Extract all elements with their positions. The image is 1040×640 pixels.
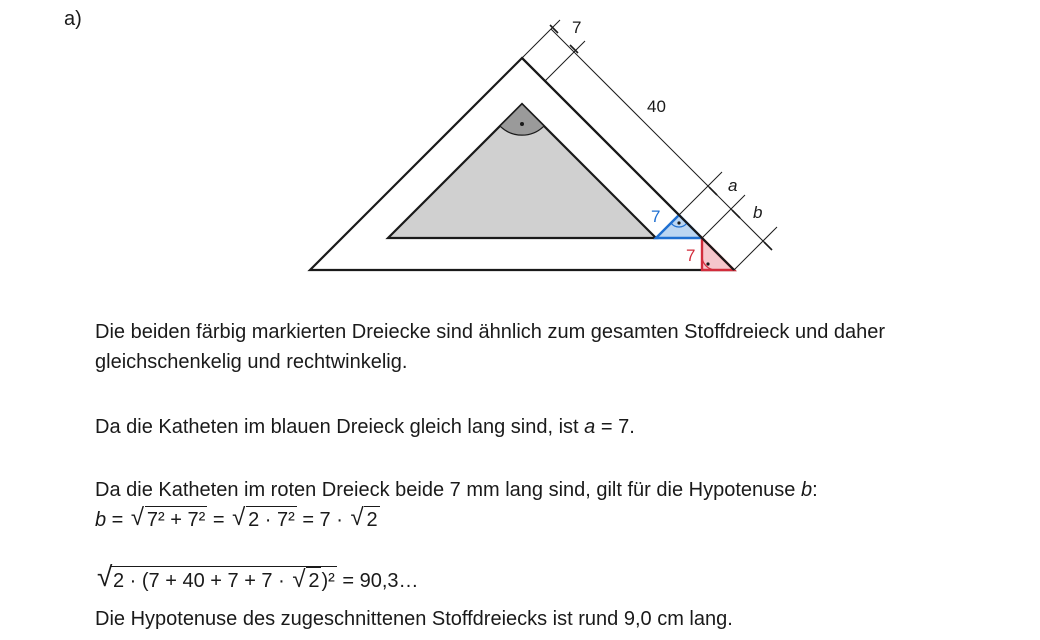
dim-40: 40 <box>647 97 666 116</box>
equation-hypotenuse <box>95 561 995 596</box>
sqrt-3: √ 2 <box>350 504 378 531</box>
para2-pre: Da die Katheten im blauen Dreieck gleich lang sind, ist <box>95 416 585 438</box>
para1-line2: gleichschenkelig und rechtwinkelig. <box>95 351 408 373</box>
paragraph-similarity <box>95 317 995 377</box>
para2-post: = 7. <box>595 416 635 438</box>
equation-b <box>95 505 995 535</box>
eq2-rad-inner: 2 <box>306 567 321 594</box>
sqrt-inner: √ 2 <box>292 566 320 593</box>
para1-line1: Die beiden färbig markierten Dreiecke sind ähnlich zum gesamten Stoffdreieck und daher <box>95 321 886 343</box>
dim-a: a <box>728 176 738 195</box>
sqrt-1: √ 7² + 7² <box>130 504 206 531</box>
paragraph-blue <box>95 412 995 442</box>
para2-var: a <box>584 416 596 438</box>
conclusion <box>95 604 995 634</box>
dim-b: b <box>753 203 763 222</box>
blue-leg-label: 7 <box>651 207 661 226</box>
para3-post: : <box>812 479 818 501</box>
dim-7-top: 7 <box>572 18 582 37</box>
part-label: a) <box>64 8 82 30</box>
eq1-eq: = <box>106 509 129 531</box>
para3-pre: Da die Katheten im roten Dreieck beide 7 mm lang sind, gilt für die Hypotenuse <box>95 479 801 501</box>
eq1-rad3: 2 <box>364 506 379 533</box>
paragraph-red <box>95 475 995 505</box>
triangle-figure <box>0 0 1040 300</box>
sqrt-2: √ 2 · 7² <box>232 504 295 531</box>
eq1-rad1: 7² + 7² <box>145 506 207 533</box>
sqrt-outer: √ 2 · (7 + 40 + 7 + 7 · √ 2 )² <box>97 561 335 593</box>
eq1-lhs: b <box>95 509 107 531</box>
eq2-post: )² <box>321 570 335 592</box>
red-leg-label: 7 <box>686 246 696 265</box>
eq2-pre: 2 · (7 + 40 + 7 + 7 · <box>113 570 291 592</box>
para3-var: b <box>800 479 813 501</box>
eq2-result: = 90,3… <box>336 570 419 592</box>
eq1-eq2: = <box>207 509 231 531</box>
eq1-rad2: 2 · 7² <box>246 506 297 533</box>
eq1-eq3: = 7 · <box>296 509 349 531</box>
conclusion-text: Die Hypotenuse des zugeschnittenen Stoffdreiecks ist rund 9,0 cm lang. <box>95 608 733 630</box>
